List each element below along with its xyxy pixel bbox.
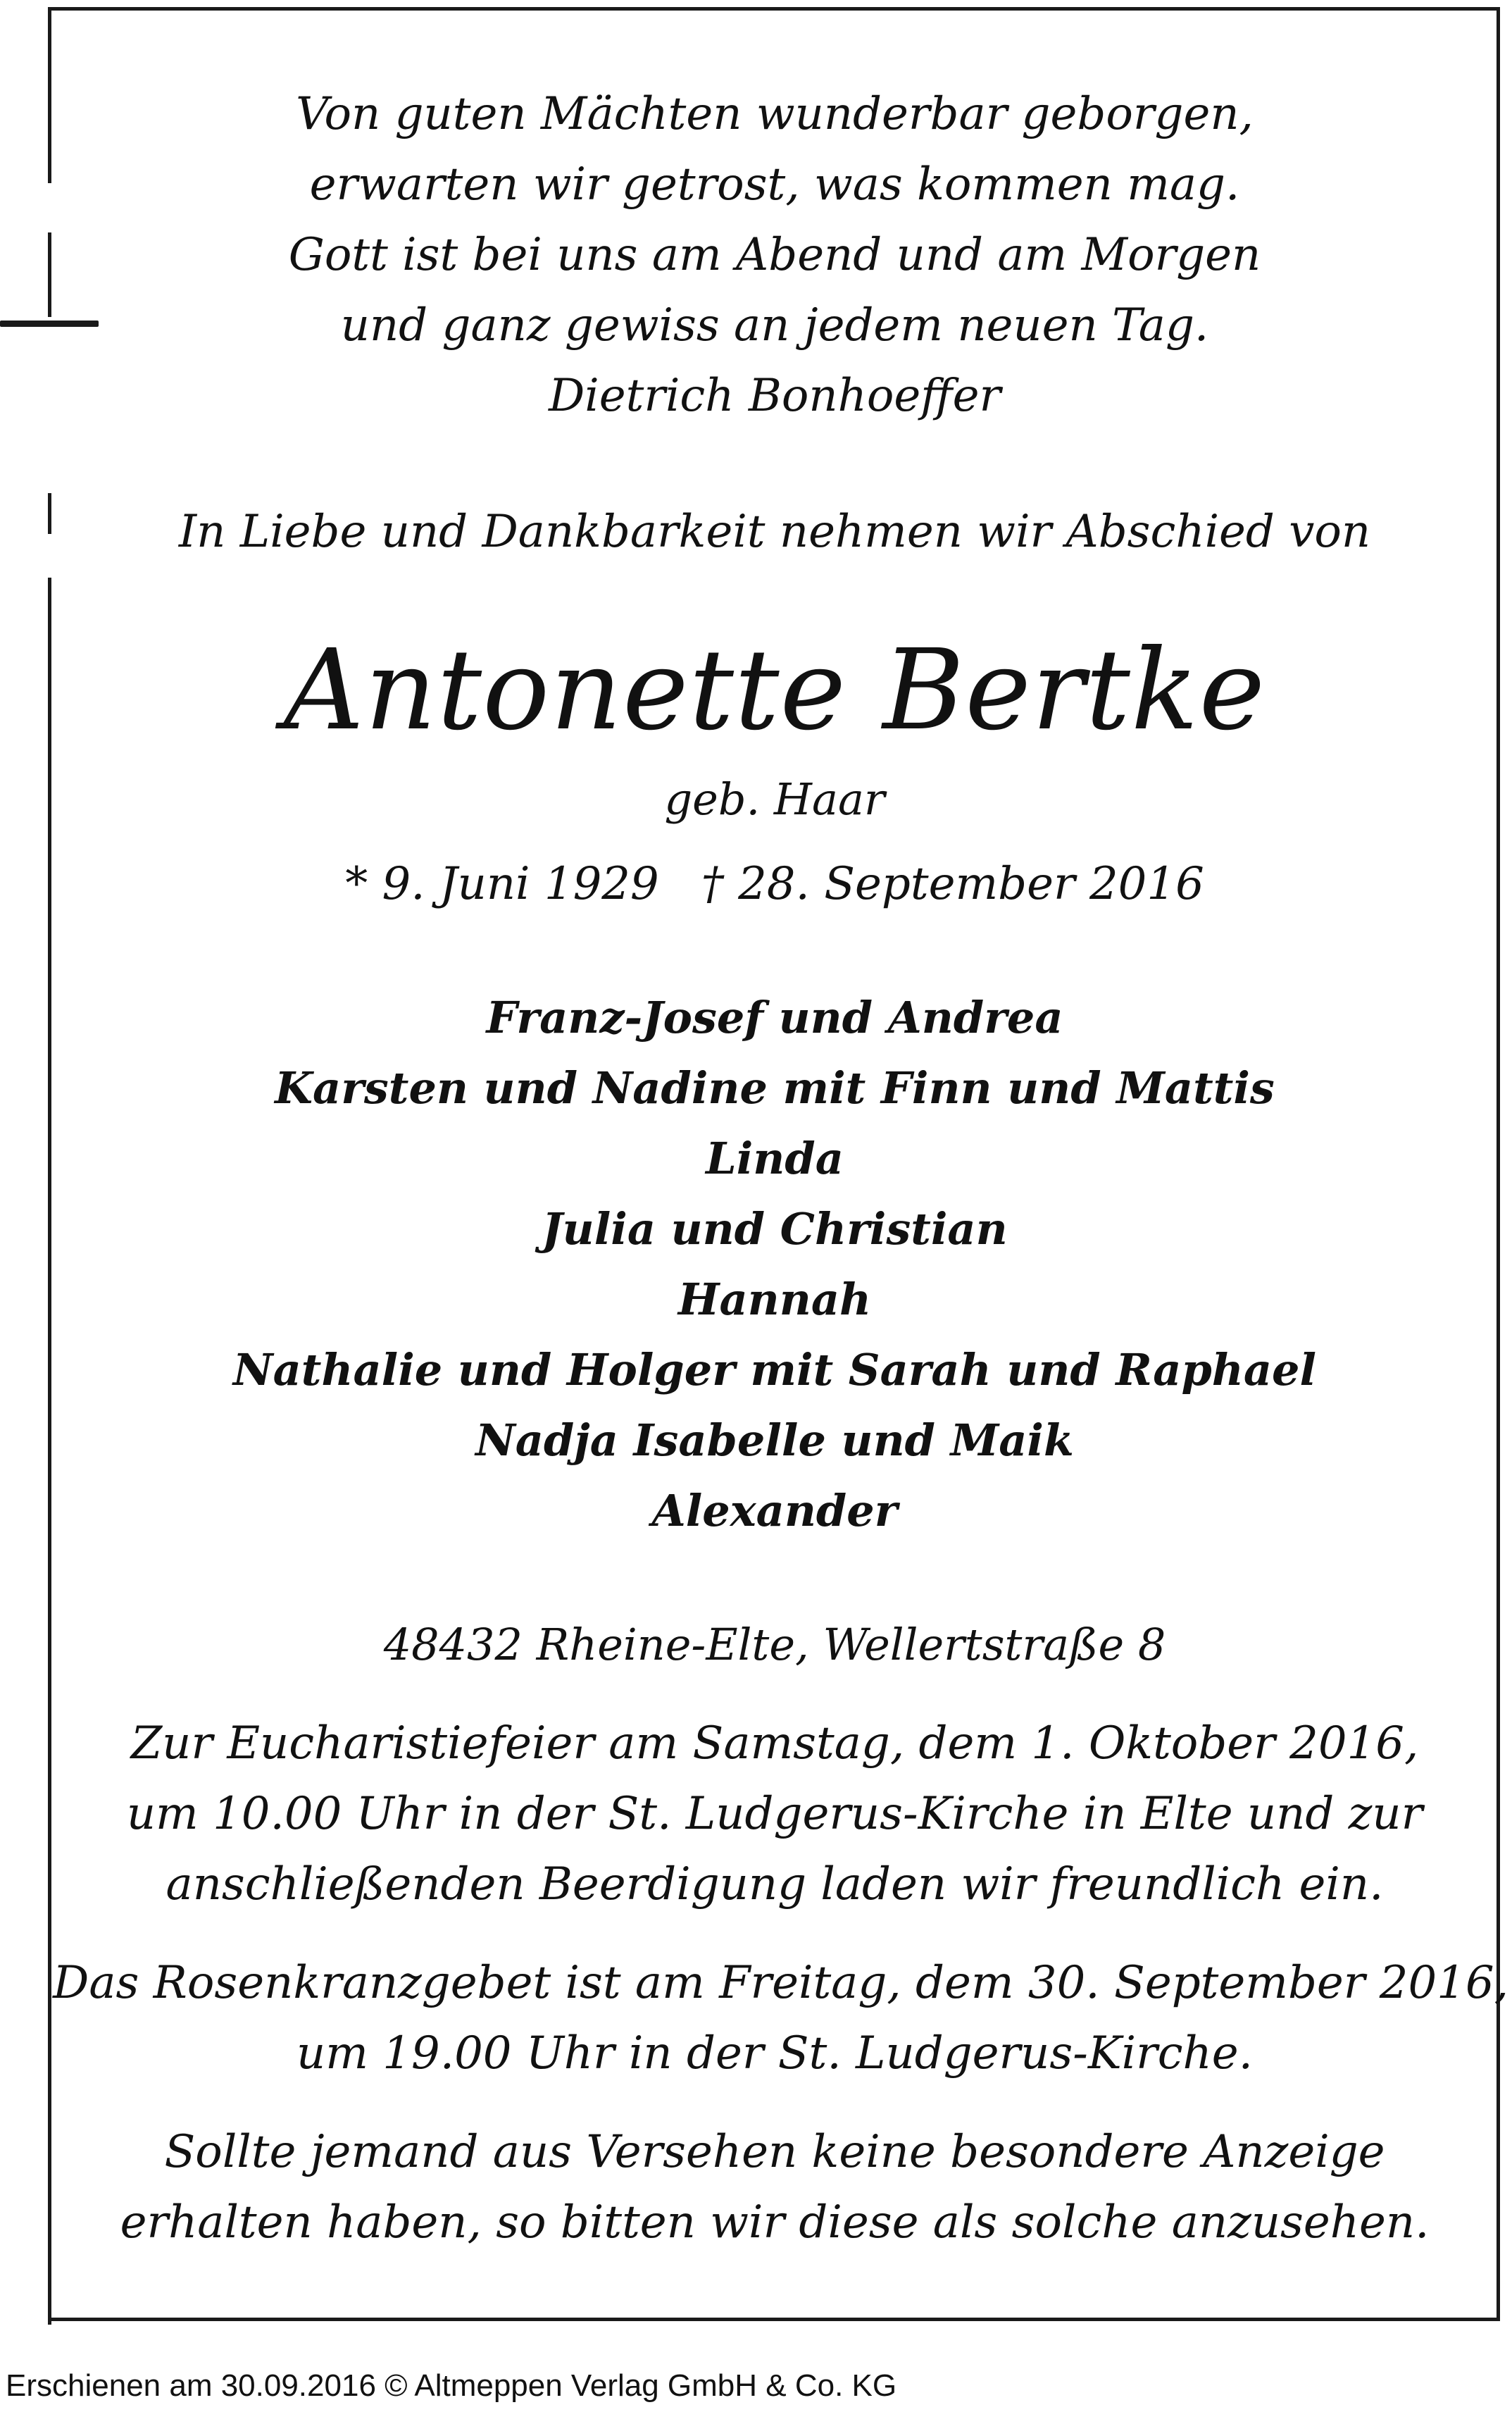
closing-notice — [53, 2117, 1497, 2258]
death-date: † 28. September 2016 — [701, 858, 1204, 910]
rosary-info — [53, 1948, 1508, 2089]
notice-line: Sollte jemand aus Versehen keine besondere Anzeige — [164, 2126, 1385, 2178]
family-member: Nathalie und Holger mit Sarah und Raphael — [232, 1344, 1317, 1395]
address-text: 48432 Rheine-Elte, Wellertstraße 8 — [383, 1619, 1166, 1670]
family-member: Franz-Josef und Andrea — [486, 992, 1063, 1043]
birth-name — [53, 764, 1497, 835]
rosary-line: um 19.00 Uhr in der St. Ludgerus-Kirche. — [296, 2027, 1253, 2080]
notice-line: erhalten haben, so bitten wir diese als solche anzusehen. — [120, 2196, 1430, 2249]
life-dates — [53, 849, 1497, 919]
rosary-line: Das Rosenkranzgebet ist am Freitag, dem 30. September 2016, — [53, 1957, 1508, 2009]
cross-vertical-upper — [48, 232, 51, 317]
service-line: um 10.00 Uhr in der St. Ludgerus-Kirche in Elte und zur — [126, 1788, 1423, 1840]
birth-date: * 9. Juni 1929 — [345, 858, 659, 910]
life-dates-line — [53, 849, 1497, 919]
verse-author: Dietrich Bonhoeffer — [548, 370, 1001, 422]
intro-line: In Liebe und Dankbarkeit nehmen wir Abschied von — [178, 506, 1371, 558]
verse-line: erwarten wir getrost, was kommen mag. — [309, 158, 1240, 211]
address — [53, 1610, 1497, 1680]
verse-block — [53, 79, 1497, 431]
verse-line: Von guten Mächten wunderbar geborgen, — [296, 88, 1254, 140]
family-member: Julia und Christian — [542, 1203, 1008, 1255]
birth-name-text: geb. Haar — [664, 773, 885, 825]
verse-line: Gott ist bei uns am Abend und am Morgen — [288, 229, 1261, 281]
frame-left-border — [48, 7, 51, 183]
family-member: Karsten und Nadine mit Finn und Mattis — [275, 1062, 1275, 1114]
family-member: Alexander — [651, 1485, 898, 1536]
family-member: Hannah — [677, 1274, 872, 1325]
frame-left-border-lower — [48, 578, 51, 2325]
verse-line: und ganz gewiss an jedem neuen Tag. — [340, 299, 1209, 352]
deceased-name — [53, 620, 1497, 761]
intro-text — [53, 497, 1497, 567]
family-member: Nadja Isabelle und Maik — [475, 1415, 1074, 1466]
service-line: anschließenden Beerdigung laden wir freundlich ein. — [165, 1858, 1384, 1910]
service-line: Zur Eucharistiefeier am Samstag, dem 1. Oktober 2016, — [130, 1717, 1419, 1770]
family-member: Linda — [706, 1133, 844, 1184]
service-info — [53, 1708, 1497, 1920]
publication-footer: Erschienen am 30.09.2016 © Altmeppen Verlag GmbH & Co. KG — [6, 2368, 897, 2403]
deceased-name-text: Antonette Bertke — [283, 626, 1266, 755]
family-list — [53, 983, 1497, 1546]
cross-vertical-lower — [48, 493, 51, 534]
